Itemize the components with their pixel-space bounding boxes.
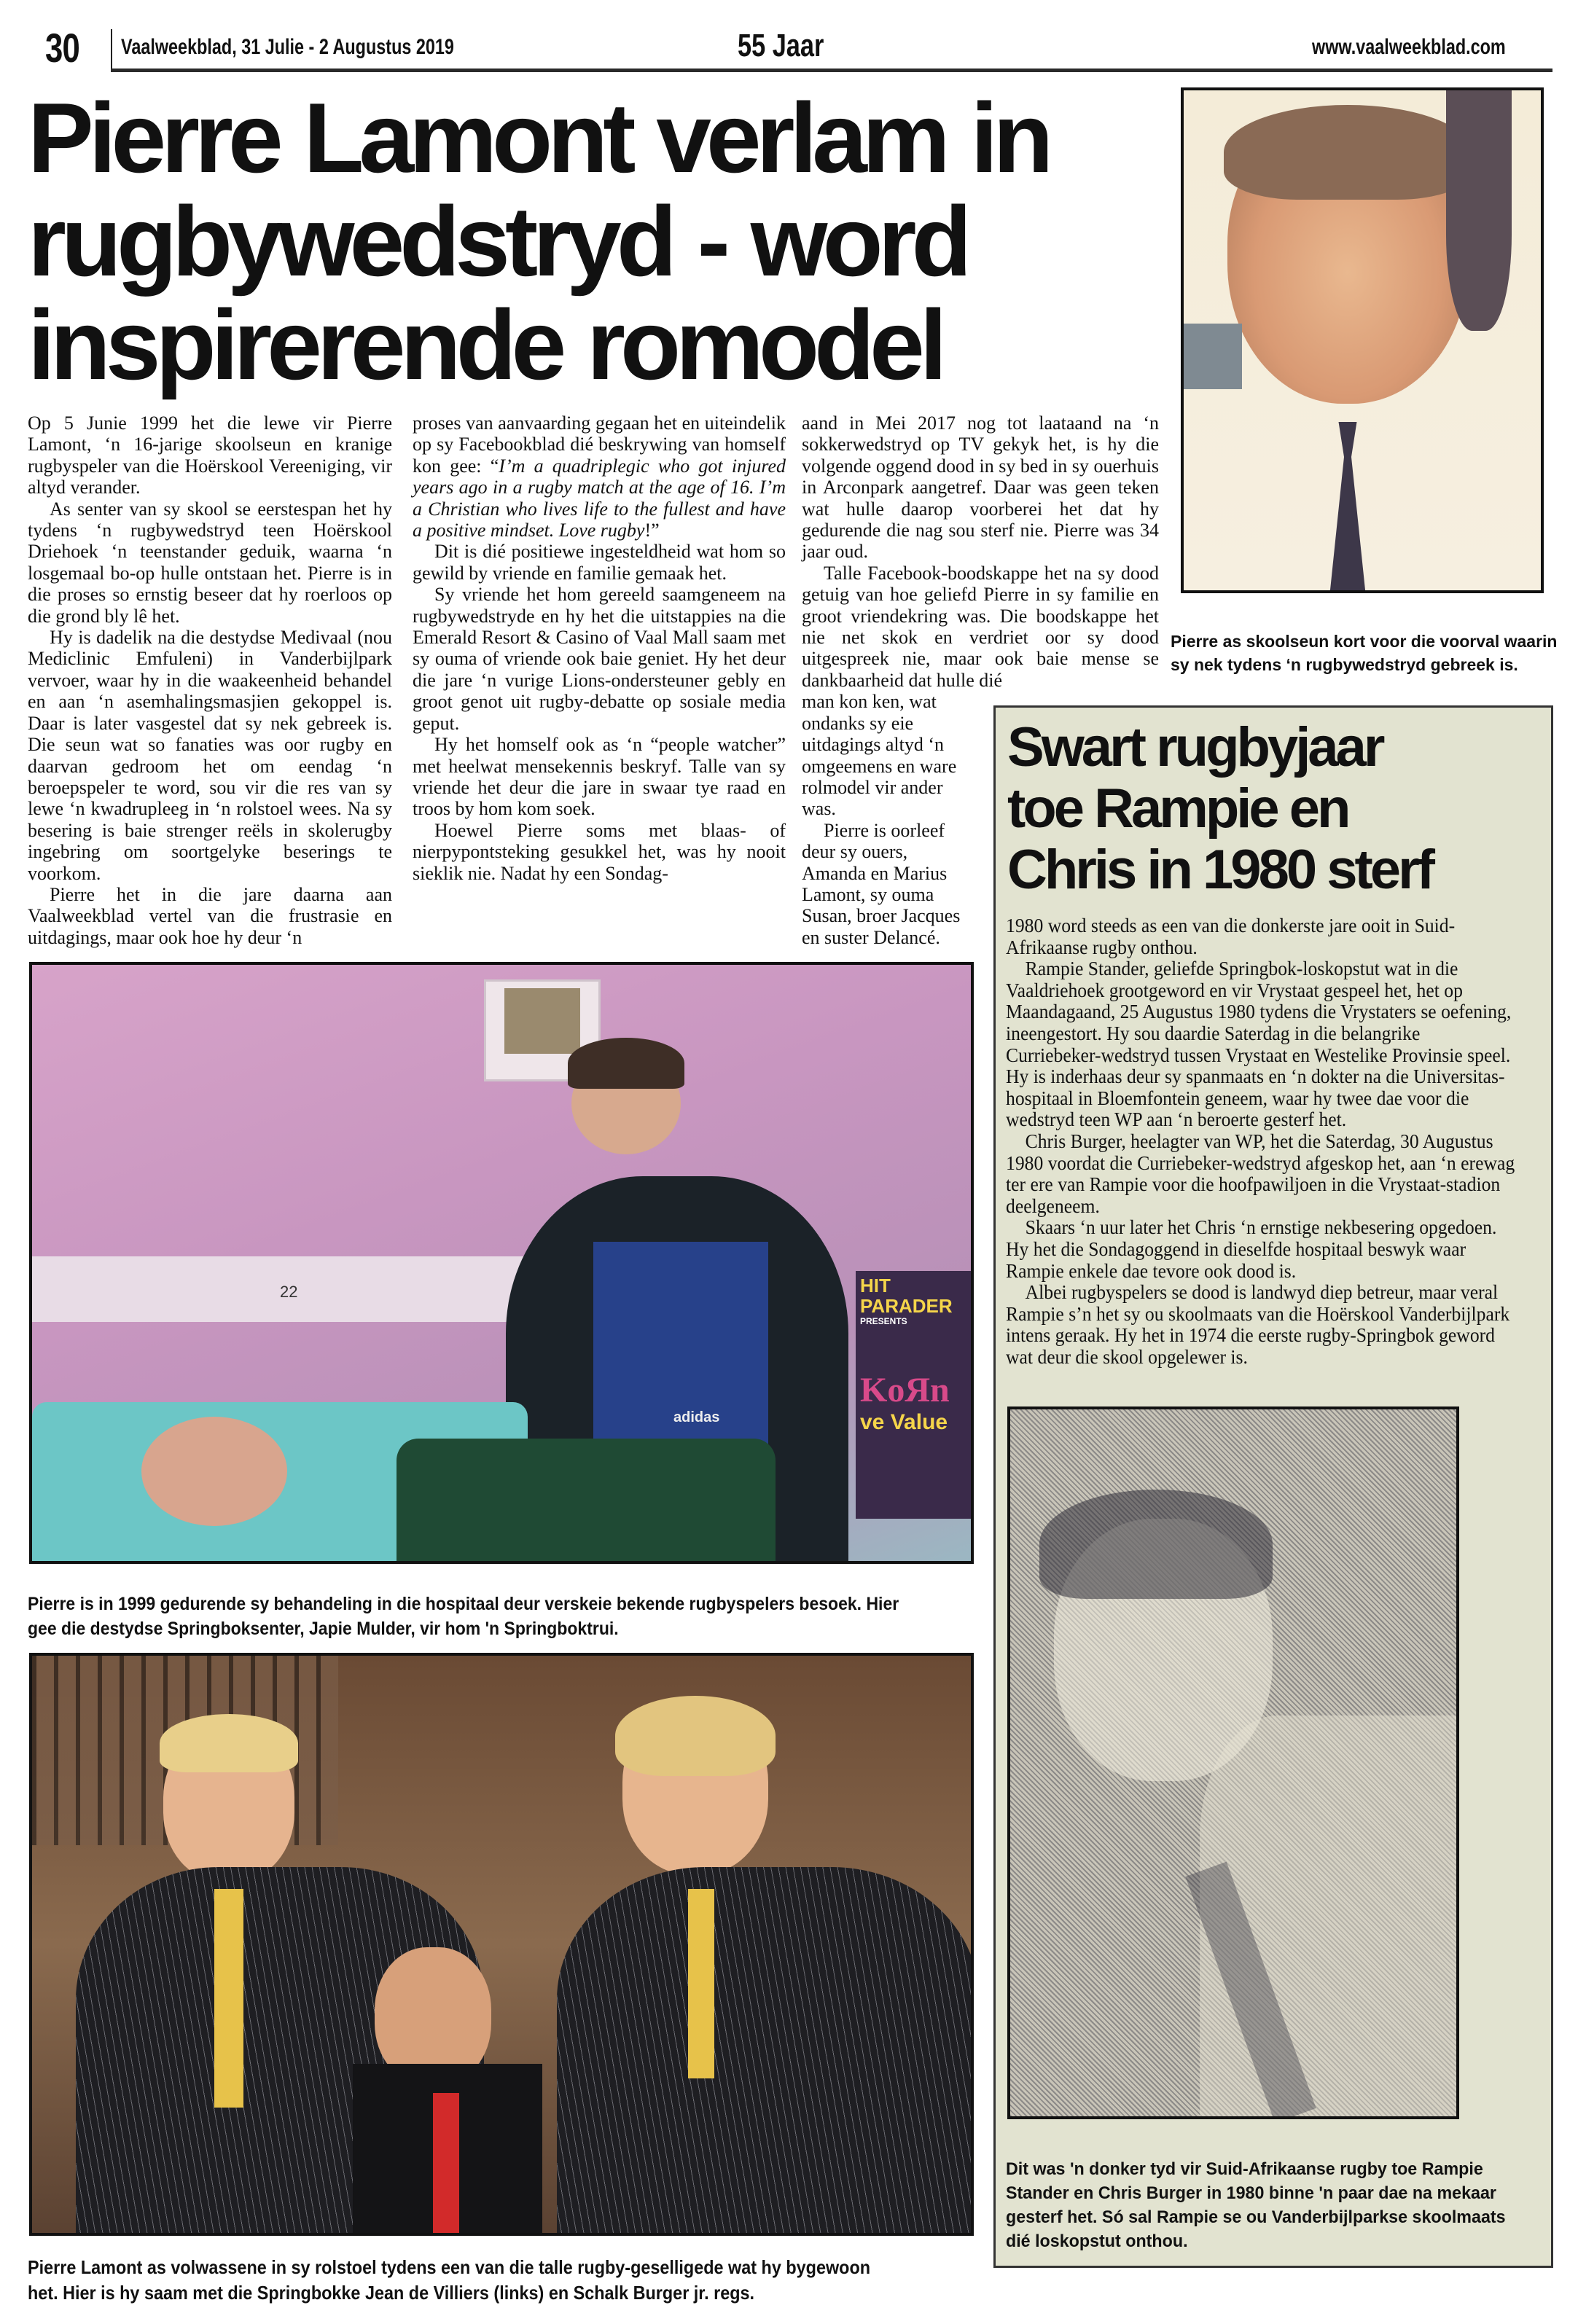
paragraph: Pierre het in die jare daarna aan Vaalweekblad vertel van die frustrasie en uitdagings, maar ook hoe hy deur ‘n	[28, 883, 392, 948]
paragraph: Sy vriende het hom gereeld saamgeneem na rugbywedstryde en hy het die uitstappies na die Emerald Resort & Casino of Vaal Mall saam met sy ouma of vriende ook baie geniet. Hy het deur die jare ‘n vurige Lions-ondersteuner gebly en groot genot uit rugby-debatte op sosiale media geput.	[413, 584, 786, 734]
narrow-column-wrap	[802, 691, 964, 948]
header-divider	[111, 29, 112, 71]
paragraph: Rampie Stander, geliefde Springbok-loskopstut wat in die Vaaldriehoek grootgeword en vir Vrystaat gespeel het, het op Maandagaand, 25 Augustus 1980 tydens die Vrystaters se oefening, ineengestort. Hy sou daardie Saterdag in die belangrike Curriebeker-wedstryd tussen Vrystaat en Westelike Provinsie speel. Hy is inderhaas deur sy spanmaats en ‘n dokter na die Universitas-hospitaal in Bloemfontein geneem, waar hy twee dae voor die wedstryd teen WP aan ‘n beroerte gesterf het.	[1006, 958, 1512, 1131]
paragraph: 1980 word steeds as een van die donkerste jare ooit in Suid-Afrikaanse rugby onthou.	[1006, 915, 1456, 958]
poster-title: HIT PARADER	[860, 1275, 953, 1317]
page-number: 30	[45, 25, 80, 71]
paragraph: Op 5 Junie 1999 het die lewe vir Pierre Lamont, ‘n 16-jarige skoolseun en kranige rugbyspeler van die Hoërskool Vereeniging, vir altyd verander.	[28, 412, 392, 498]
jacket-brand: adidas	[673, 1409, 720, 1425]
website-link[interactable]: www.vaalweekblad.com	[1312, 35, 1506, 59]
poster-band: KoЯn	[860, 1371, 950, 1409]
section-label: 55 Jaar	[738, 28, 824, 63]
paragraph: Dit is dié positiewe ingesteldheid wat hom so gewild by vriende en familie gemaak het.	[413, 541, 786, 584]
headline-line: inspirerende romodel	[28, 289, 942, 400]
paragraph: Chris Burger, heelagter van WP, het die Saterdag, 30 Augustus 1980 voordat die Curriebeker-wedstryd afgeskop het, aan ‘n erewag ter ere van Rampie voor die hoofpawiljoen in die Vrystaat-stadion deelgeneem.	[1006, 1130, 1515, 1217]
headline-line: Swart rugbyjaar	[1007, 716, 1383, 778]
photo-rampie-stander	[1007, 1406, 1459, 2119]
caption-school-photo: Pierre as skoolseun kort voor die voorval waarin sy nek tydens ‘n rugbywedstryd gebreek is.	[1171, 632, 1558, 674]
caption-adult-photo: Pierre Lamont as volwassene in sy rolstoel tydens een van die talle rugby-geselligede wat hy bygewoon het. Hier is hy saam met die Springbokke Jean de Villiers (links) en Schalk Burger jr. regs.	[28, 2256, 871, 2304]
paragraph: Pierre is oorleef deur sy ouers, Amanda en Marius Lamont, sy ouma Susan, broer Jacques en suster Delancé.	[802, 819, 961, 948]
poster-tagline: ve Value	[860, 1410, 948, 1434]
header-rule	[111, 69, 1552, 72]
paragraph: Albei rugbyspelers se dood is landwyd diep betreur, maar veral Rampie s’n het sy ou skoolmaats van die Hoërskool Vanderbijlpark intens geraak. Hy het in 1974 die eerste rugby-Springbok geword wat deur die skool opgelewer is.	[1006, 1281, 1510, 1368]
paragraph: Skaars ‘n uur later het Chris ‘n ernstige nekbesering opgedoen. Hy het die Sondagoggend in dieselfde hospitaal beswyk waar Rampie enkele dae tevore ook dood is.	[1006, 1216, 1497, 1282]
paragraph: Hy het homself ook as ‘n “people watcher” met heelwat mensekennis beskryf. Talle van sy vriende het deur die jare in swaar tye raad en troos by hom kom soek.	[413, 734, 786, 820]
sidebar-body	[1006, 915, 1518, 1368]
headline-line: Pierre Lamont verlam in	[28, 82, 1049, 193]
paragraph: Hoewel Pierre soms met blaas- of nierpypontsteking gesukkel het, was hy nooit sieklik nie. Nadat hy een Sondag-	[413, 819, 786, 884]
photo-hospital-visit	[29, 962, 974, 1564]
paragraph: Hy is dadelik na die destydse Medivaal (nou Mediclinic Emfuleni) in Vanderbijlpark vervoer, waar hy in die waakeenheid behandel en aan ‘n asemhalingsmasjien gekoppel is. Daar is later vasgestel dat sy nek gebreek is. Die seun wat so fanaties was oor rugby en daarvan gedroom het om eendag ‘n beroepspeler te word, sou vir die res van sy lewe ‘n kwadrupleeg in ‘n rolstoel wees. Na sy besering is baie strenger reëls in skolerugby ingebring om soortgelyke beserings te voorkom.	[28, 627, 392, 884]
headline-line: Chris in 1980 sterf	[1007, 839, 1432, 901]
paragraph: As senter van sy skool se eerstespan het hy tydens ‘n rugbywedstryd teen Hoërskool Driehoek ‘n teenstander geduik, waarna ‘n losgemaal bo-op hulle ontstaan het. Pierre is in die proses so ernstig beseer dat hy roerloos op die grond bly lê het.	[28, 498, 392, 627]
paragraph-quote: proses van aanvaarding gegaan het en uiteindelik op sy Facebookblad dié beskrywing van homself kon gee: “I’m a quadriplegic who got injured years ago in a rugby match at the age of 16. I’m a Christian who lives life to the fullest and have a positive mindset. Love rugby!”	[413, 412, 786, 541]
caption-hospital-photo: Pierre is in 1999 gedurende sy behandeling in die hospitaal deur verskeie bekende rugbyspelers besoek. Hier gee die destydse Springboksenter, Japie Mulder, vir hom 'n Springboktrui.	[28, 1594, 899, 1639]
photo-pierre-adult-with-springboks	[29, 1653, 974, 2236]
paragraph: Talle Facebook-boodskappe het na sy dood getuig van hoe geliefd Pierre in sy familie en groot vriendekring was. Die boodskappe het nie net skok en verdriet oor sy dood uitgespreek nie, maar ook baie mense se dankbaarheid dat hulle dié	[802, 562, 1159, 691]
photo-pierre-schoolboy	[1181, 87, 1544, 593]
headline-line: toe Rampie en	[1007, 778, 1348, 840]
caption-rampie-photo: Dit was 'n donker tyd vir Suid-Afrikaanse rugby toe Rampie Stander en Chris Burger in 1980 binne 'n paar dae na mekaar gesterf het. Só sal Rampie se ou Vanderbijlparkse skoolmaats dié loskopstut onthou.	[1006, 2159, 1506, 2251]
sidebar-headline	[1007, 717, 1547, 901]
paragraph: aand in Mei 2017 nog tot laataand na ‘n sokkerwedstryd op TV gekyk het, is hy die volgende oggend dood in sy bed in sy ouerhuis in Arconpark aangetref. Daar was geen teken wat hulle daarop voorberei het dat hy gedurende die nag sou sterf nie. Pierre was 34 jaar oud.	[802, 412, 1159, 563]
facebook-quote: I’m a quadriplegic who got injured years ago in a rugby match at the age of 16. I’m a Christian who lives life to the fullest and have a positive mindset. Love rugby	[413, 455, 786, 541]
paragraph: man kon ken, wat ondanks sy eie uitdagings altyd ‘n omgeemens en ware rolmodel vir ander was.	[802, 691, 957, 820]
headline-line: rugbywedstryd - word	[28, 186, 967, 297]
article-column-1	[28, 412, 392, 948]
publication-date: Vaalweekblad, 31 Julie - 2 Augustus 2019	[121, 35, 454, 59]
article-column-2	[413, 412, 786, 884]
bed-number-label: 22	[280, 1283, 298, 1301]
main-headline	[28, 82, 1165, 400]
poster-subtitle: PRESENTS	[860, 1316, 907, 1326]
